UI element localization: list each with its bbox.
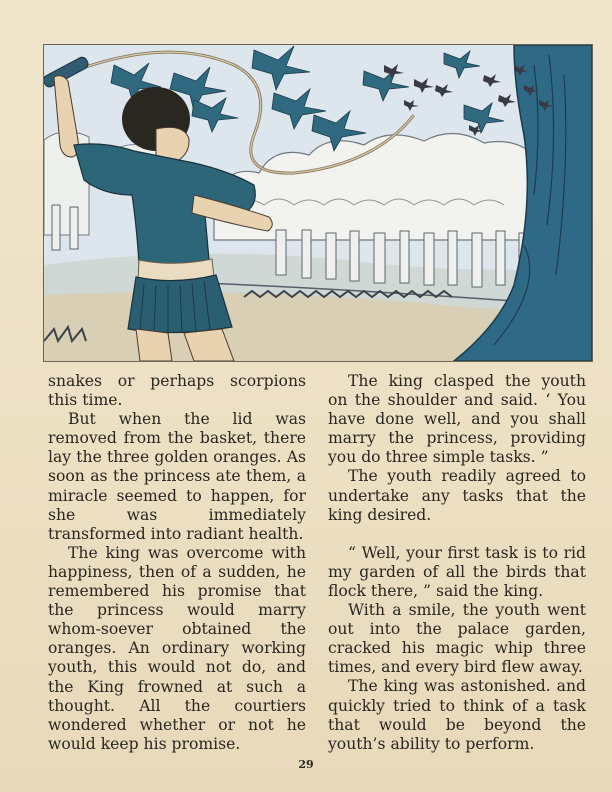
- left-text-column: [48, 372, 306, 754]
- paragraph: The king was astonished. and quickly tried to think of a task that would be beyond the youth’s ability to perform.: [328, 677, 586, 753]
- paragraph: But when the lid was removed from the basket, there lay the three golden oranges. As soon as the princess ate them, a miracle seemed to happen, for she was immediately transformed into radiant health.: [48, 410, 306, 543]
- paragraph: The king clasped the youth on the shoulder and said. ‘ You have done well, and you shall marry the princess, providing you do three simple tasks. ”: [328, 372, 586, 467]
- right-text-column: [328, 372, 586, 754]
- paragraph: The youth readily agreed to undertake any tasks that the king desired.: [328, 467, 586, 524]
- paragraph: With a smile, the youth went out into the palace garden, cracked his magic whip three times, and every bird flew away.: [328, 601, 586, 677]
- story-illustration: [43, 44, 593, 362]
- paragraph: snakes or perhaps scorpions this time.: [48, 372, 306, 410]
- paragraph: “ Well, your first task is to rid my garden of all the birds that flock there, ” said the king.: [328, 543, 586, 600]
- paragraph: The king was overcome with happiness, then of a sudden, he remembered his promise that the princess would marry whom-soever obtained the oranges. An ordinary working youth, this would not do, and the King frowned at such a thought. All the courtiers wondered whether or not he would keep his promise.: [48, 543, 306, 753]
- page-number: 29: [298, 758, 314, 771]
